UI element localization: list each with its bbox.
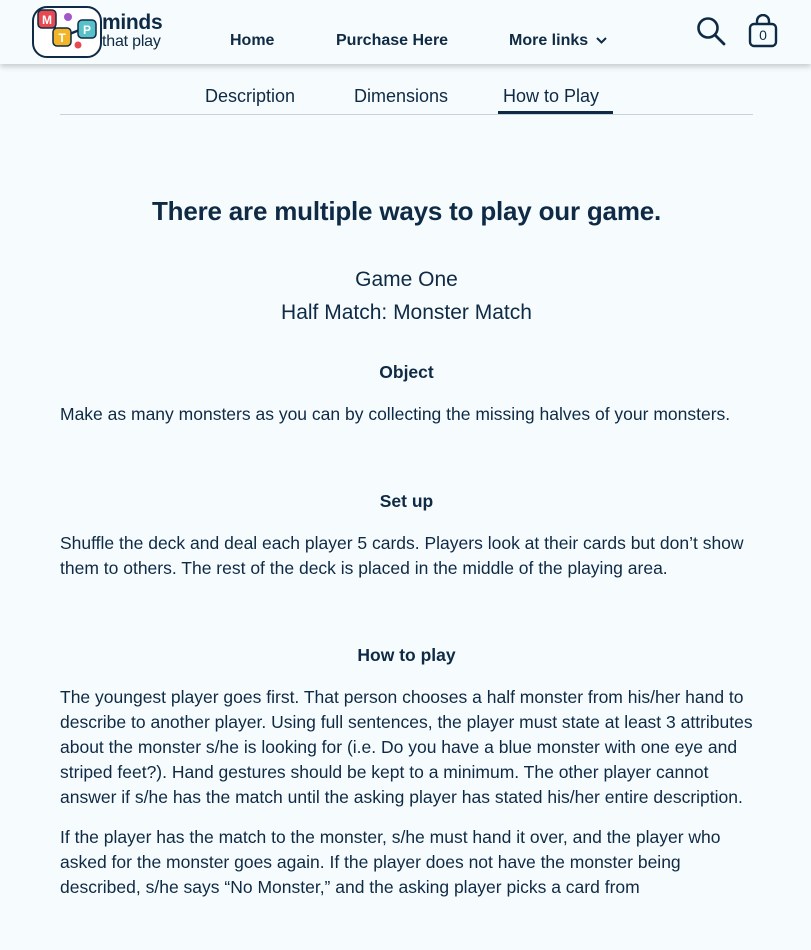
tab-how-to-play[interactable]: How to Play bbox=[503, 86, 600, 106]
setup-text: Shuffle the deck and deal each player 5 cards. Players look at their cards but don’t show them to others. The rest of the deck is placed in the middle of the playing area. bbox=[60, 533, 744, 578]
setup-heading: Set up bbox=[379, 491, 434, 511]
site-header bbox=[0, 0, 811, 64]
chevron-down-icon bbox=[596, 37, 607, 44]
cart-count-badge: 0 bbox=[759, 27, 767, 43]
object-heading: Object bbox=[379, 362, 434, 382]
logo-letter-t: T bbox=[58, 31, 66, 45]
nav-more-links[interactable] bbox=[509, 32, 607, 50]
product-tabs bbox=[60, 82, 753, 115]
game-title-block bbox=[60, 263, 753, 329]
active-tab-indicator bbox=[498, 111, 613, 114]
cart-button[interactable] bbox=[747, 14, 779, 48]
logo-letter-m: M bbox=[42, 13, 52, 27]
game-subtitle: Half Match: Monster Match bbox=[281, 301, 532, 324]
nav-more-label: More links bbox=[509, 32, 589, 49]
intro-heading: There are multiple ways to play our game. bbox=[151, 196, 662, 226]
object-text: Make as many monsters as you can by collecting the missing halves of your monsters. bbox=[60, 404, 731, 424]
search-icon bbox=[696, 16, 726, 46]
logo-text-minds: minds bbox=[102, 11, 163, 34]
how-to-play-content bbox=[60, 190, 753, 900]
nav-home-link[interactable]: Home bbox=[230, 32, 275, 49]
search-button[interactable] bbox=[696, 16, 726, 46]
logo-mark-icon bbox=[32, 6, 102, 58]
how-to-play-text-2: If the player has the match to the monster, s/he must hand it over, and the player who asked for the monster goes again. If the player does not have the monster being described, s/he says “No Monster,” and the asking player picks a card from bbox=[60, 827, 721, 897]
game-title: Game One bbox=[355, 268, 458, 291]
site-logo[interactable] bbox=[32, 6, 170, 58]
how-to-play-text-1: The youngest player goes first. That person chooses a half monster from his/her hand to describe to another player. Using full sentences, the player must state at least 3 attributes about the monster s/he is looking for (i.e. Do you have a blue monster with one eye and striped feet?). Hand gestures should be kept to a minimum. The other player cannot answer if s/he has the match until the asking player has stated his/her entire description. bbox=[60, 687, 753, 807]
how-to-play-heading: How to play bbox=[357, 645, 456, 665]
logo-letter-p: P bbox=[82, 23, 92, 37]
nav-purchase-link[interactable]: Purchase Here bbox=[336, 32, 449, 49]
tab-description[interactable]: Description bbox=[205, 86, 296, 106]
logo-text-that-play: that play bbox=[102, 33, 161, 50]
tab-dimensions[interactable]: Dimensions bbox=[354, 86, 449, 106]
